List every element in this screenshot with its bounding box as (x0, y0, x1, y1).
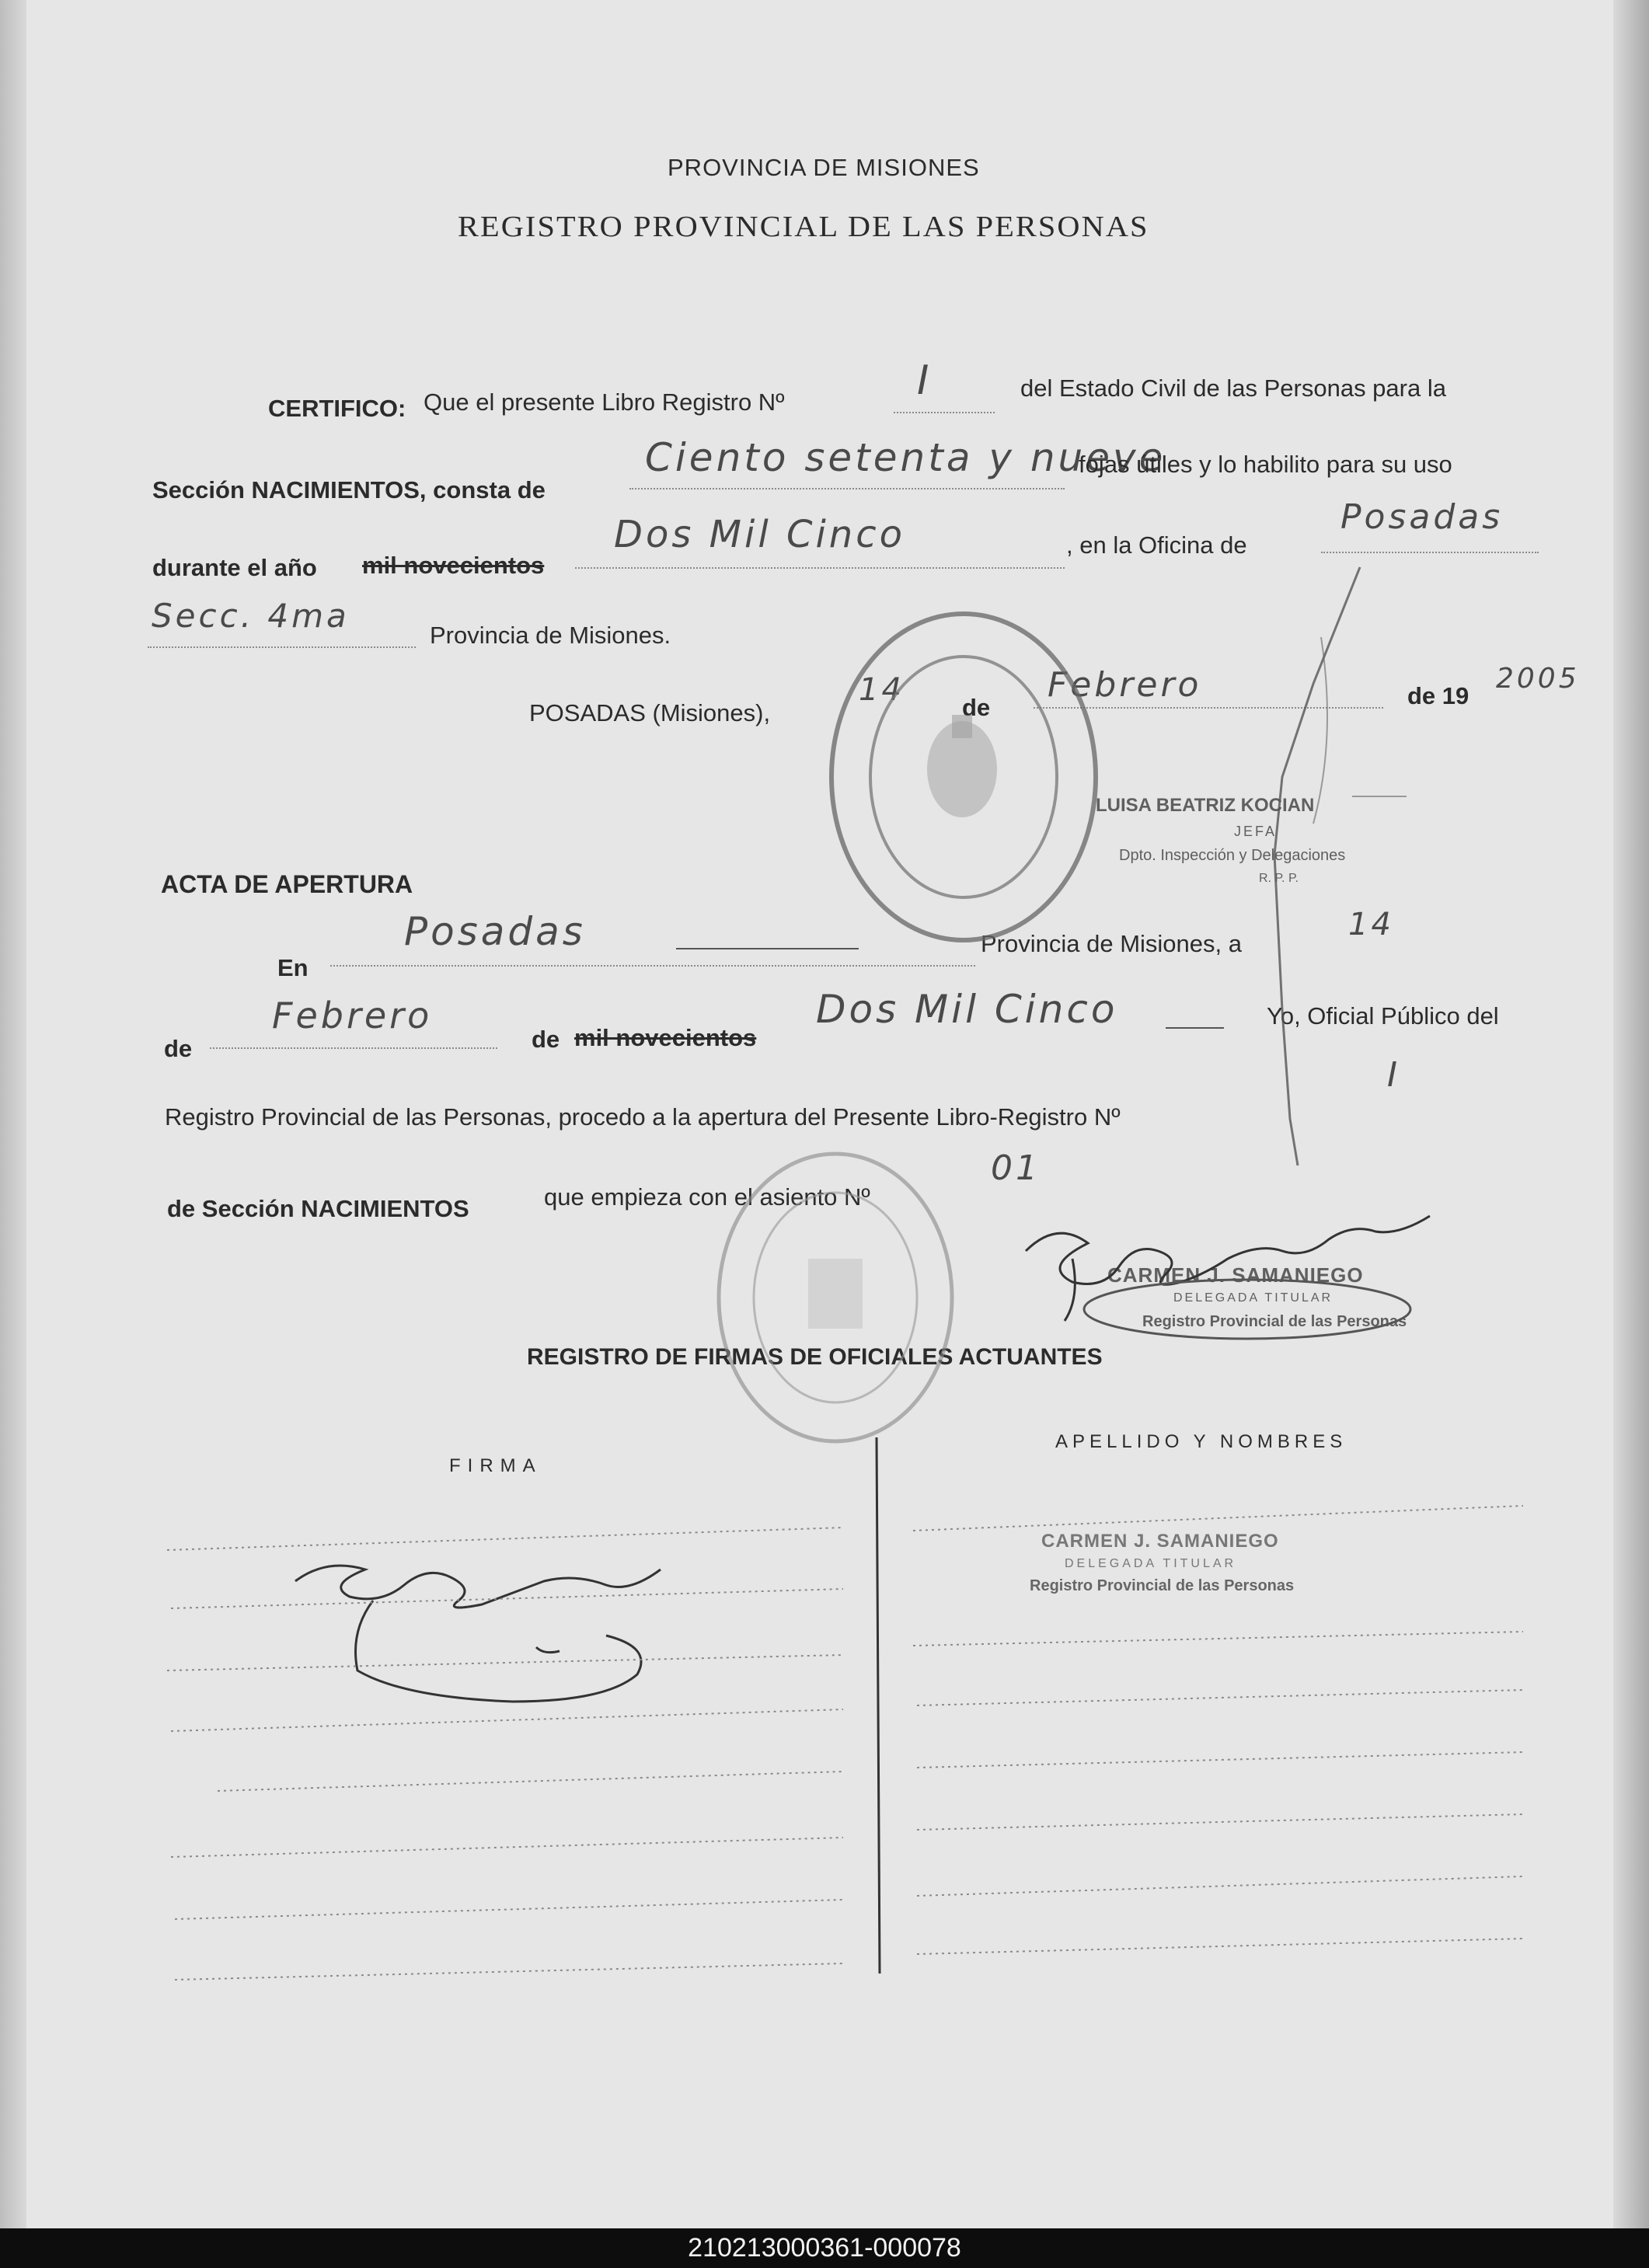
names-stamp-title: DELEGADA TITULAR (1065, 1557, 1237, 1570)
province-heading: PROVINCIA DE MISIONES (668, 154, 980, 181)
certificate-line1-a: Que el presente Libro Registro Nº (424, 388, 785, 416)
certificate-line1-b: del Estado Civil de las Personas para la (1020, 375, 1446, 402)
acta-line3: Registro Provincial de las Personas, procedo a la apertura del Presente Libro-Registro Nº (165, 1103, 1121, 1131)
certificate-line2-b: fojas útiles y lo habilito para su uso (1079, 451, 1452, 478)
certificate-line3-a: durante el año (152, 554, 317, 581)
acta-yo-text: Yo, Oficial Público del (1267, 1002, 1499, 1029)
office-handwritten: Posadas (1340, 497, 1504, 537)
section-handwritten: Secc. 4ma (152, 597, 350, 635)
image-code-footer: 210213000361-000078 (0, 2228, 1649, 2268)
acta-line4-a: de Sección NACIMIENTOS (167, 1195, 469, 1222)
month-handwritten: Febrero (1048, 665, 1202, 705)
acta-title: ACTA DE APERTURA (161, 870, 413, 898)
acta-place-handwritten: Posadas (404, 909, 586, 954)
certificate-line4: Provincia de Misiones. (430, 622, 671, 649)
firma-column-header: FIRMA (449, 1455, 542, 1476)
signature-stamp-title: DELEGADA TITULAR (1173, 1291, 1333, 1305)
signature-left-column (295, 1566, 661, 1702)
book-number-handwritten: I (917, 357, 933, 404)
signature-stamp-office: Registro Provincial de las Personas (1142, 1313, 1407, 1330)
chief-stamp-name: LUISA BEATRIZ KOCIAN (1096, 795, 1315, 816)
acta-de-label-2: de (532, 1026, 560, 1053)
certificate-line3-b: , en la Oficina de (1066, 531, 1247, 559)
names-stamp-name: CARMEN J. SAMANIEGO (1041, 1531, 1279, 1552)
column-divider (877, 1437, 880, 1974)
round-seal-stamp (831, 614, 1096, 940)
acta-day-handwritten: 14 (1348, 907, 1394, 942)
struck-text: mil novecientos (362, 552, 545, 579)
full-year-handwritten: 2005 (1496, 663, 1580, 695)
acta-struck-text: mil novecientos (574, 1024, 757, 1051)
chief-stamp-sub: R. P. P. (1259, 872, 1299, 885)
acta-book-handwritten: I (1387, 1055, 1400, 1095)
names-column-header: APELLIDO Y NOMBRES (1055, 1431, 1347, 1452)
year-handwritten: Dos Mil Cinco (614, 513, 905, 556)
names-stamp-office: Registro Provincial de las Personas (1030, 1577, 1295, 1594)
certificate-line2-a: Sección NACIMIENTOS, consta de (152, 476, 546, 503)
acta-month-handwritten: Febrero (272, 995, 433, 1036)
de19-label: de 19 (1407, 682, 1469, 709)
signature-stamp-name: CARMEN J. SAMANIEGO (1107, 1263, 1364, 1287)
certifico-label: CERTIFICO: (268, 395, 406, 422)
folios-handwritten: Ciento setenta y nueve (645, 435, 1166, 480)
acta-province-text: Provincia de Misiones, a (981, 930, 1242, 957)
acta-entry-handwritten: 01 (991, 1148, 1041, 1188)
signatures-title: REGISTRO DE FIRMAS DE OFICIALES ACTUANTES (527, 1344, 1103, 1370)
acta-de-label: de (164, 1035, 193, 1062)
en-label: En (277, 954, 309, 981)
pen-stroke-mark (1274, 567, 1360, 1165)
acta-line4-b: que empieza con el asiento Nº (544, 1183, 870, 1211)
de-label: de (962, 694, 991, 721)
signature-top (1026, 1216, 1430, 1339)
names-rows (913, 1506, 1523, 1954)
registry-heading: REGISTRO PROVINCIAL DE LAS PERSONAS (458, 211, 1149, 243)
chief-stamp-dept: Dpto. Inspección y Delegaciones (1119, 847, 1346, 864)
partial-seal-stamp (719, 1154, 952, 1441)
place-text: POSADAS (Misiones), (529, 699, 771, 726)
chief-stamp-title: JEFA (1234, 824, 1278, 839)
acta-year-handwritten: Dos Mil Cinco (816, 987, 1118, 1032)
day-handwritten: 14 (859, 672, 905, 708)
